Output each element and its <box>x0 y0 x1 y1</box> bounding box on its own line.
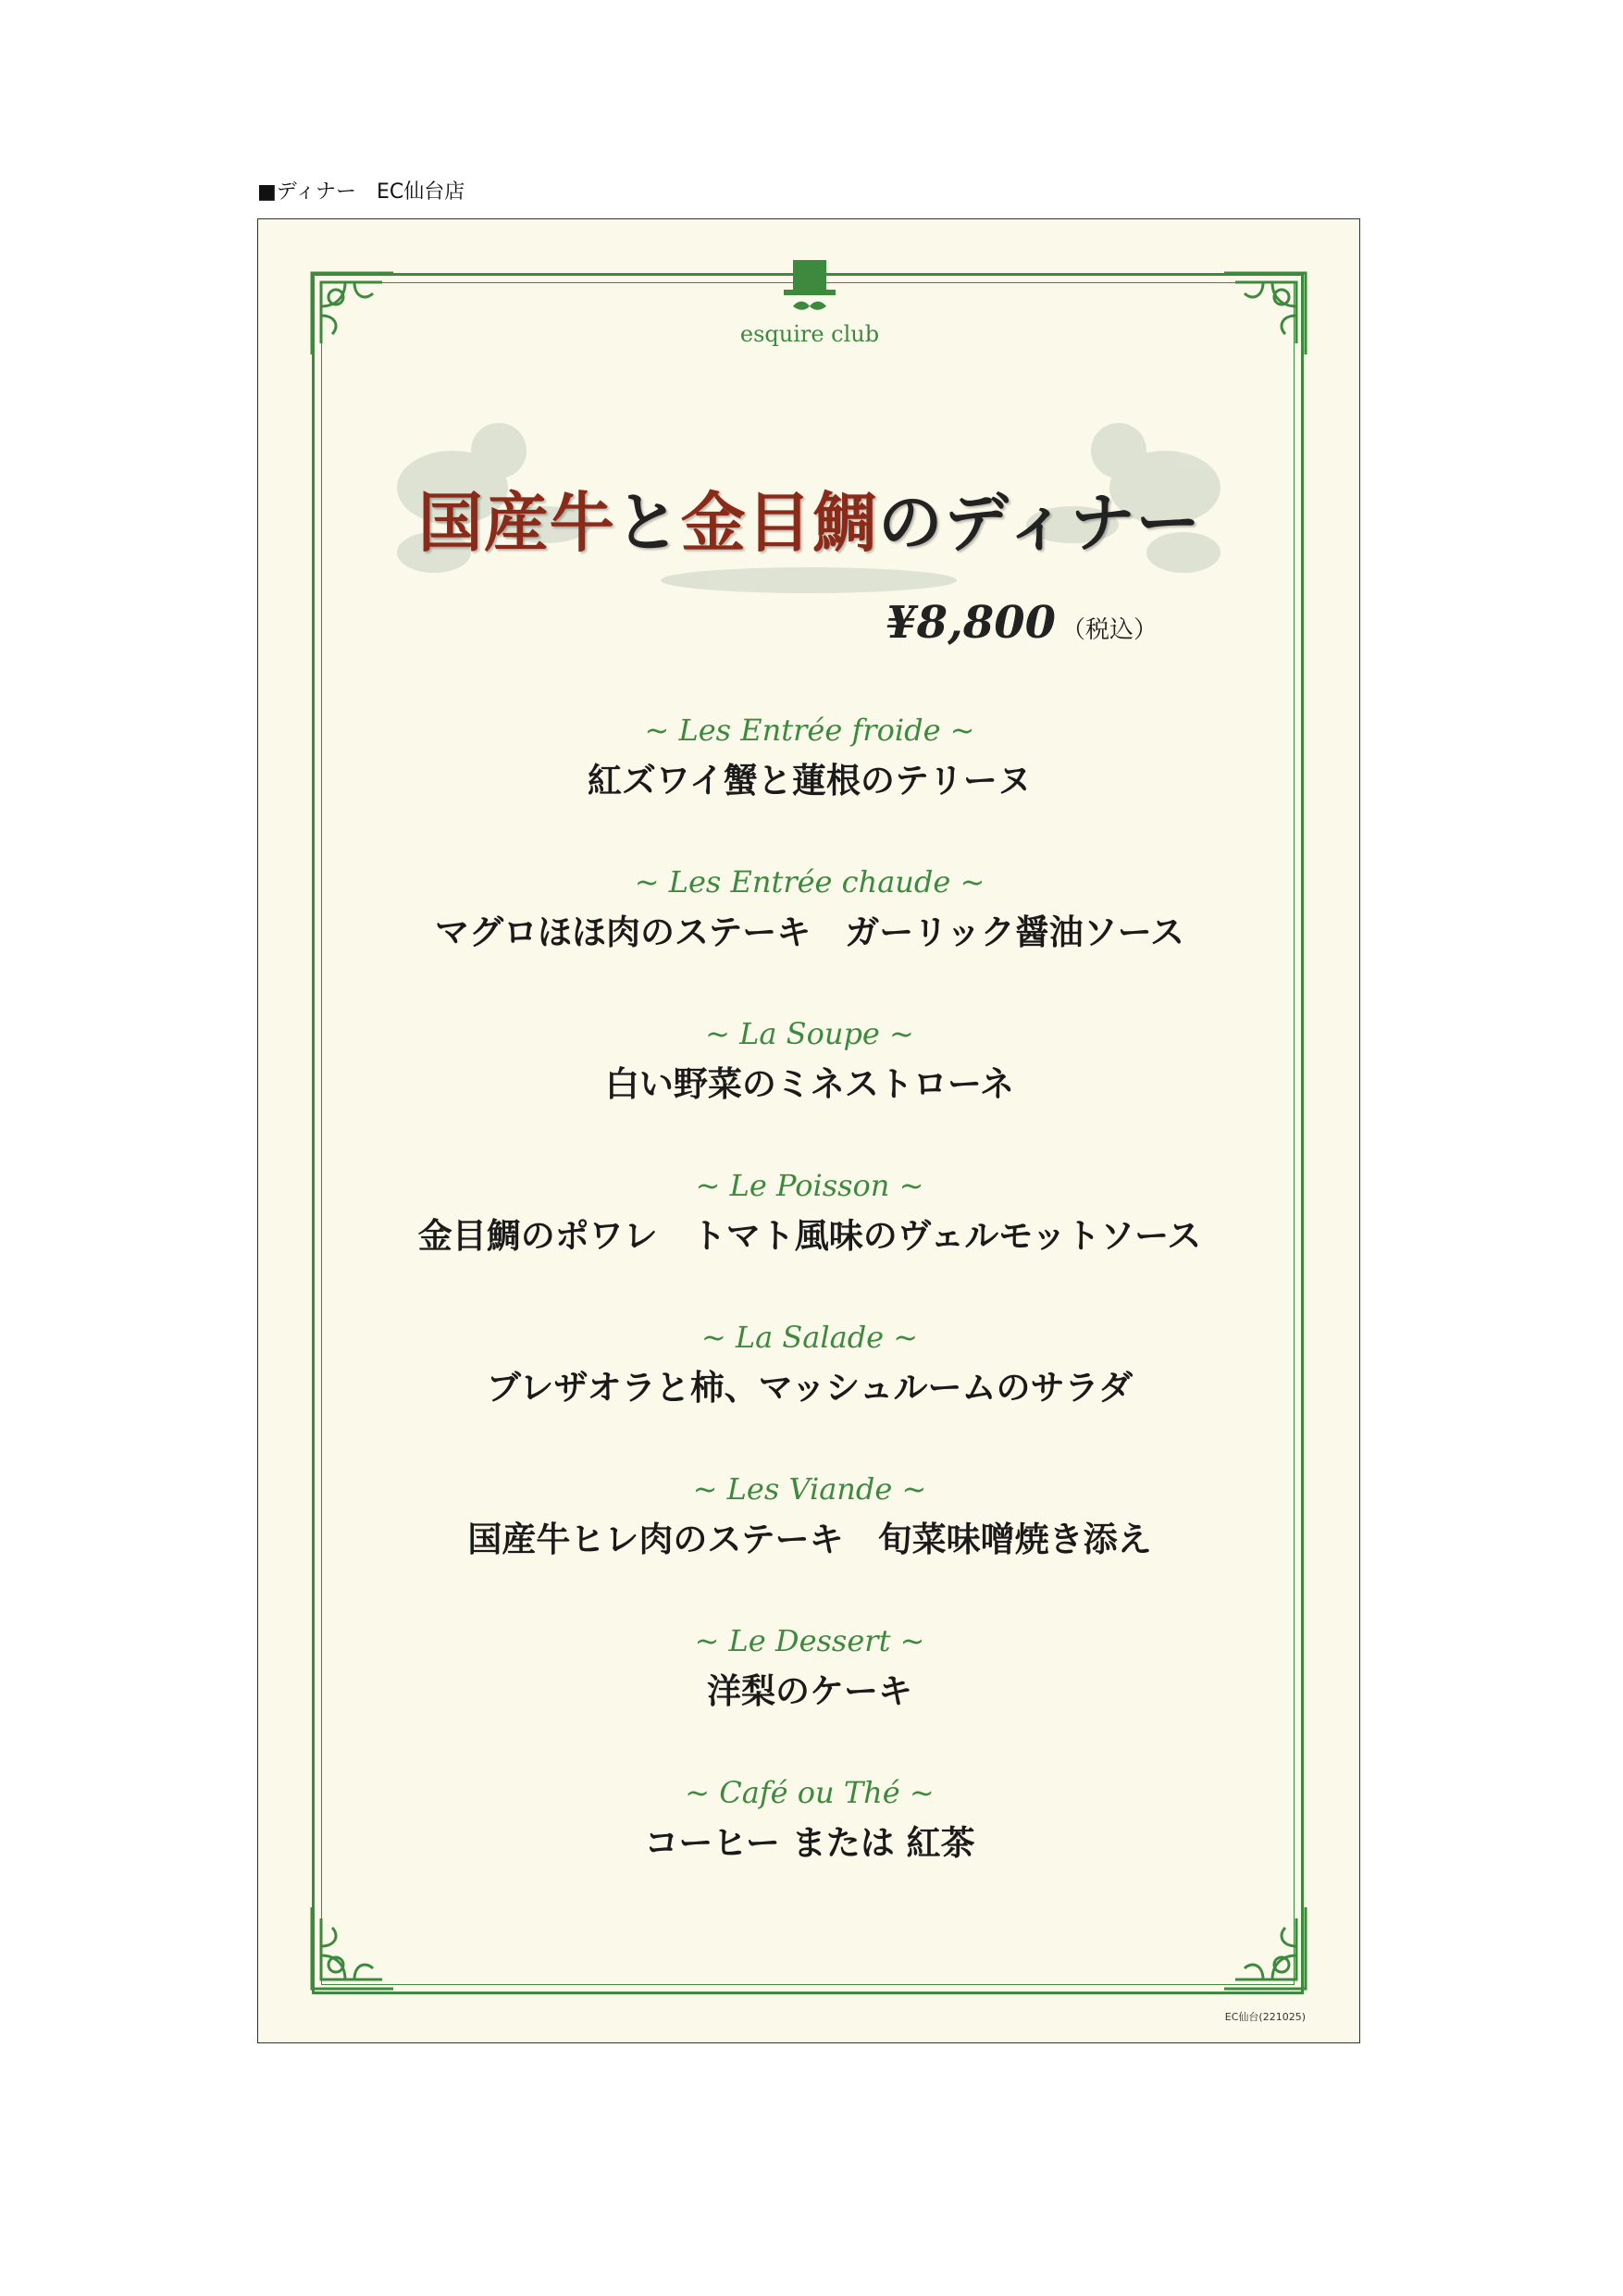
logo-brand-text: esquire club <box>739 321 880 347</box>
course-item <box>258 1317 1361 1469</box>
course-dish-jp: 紅ズワイ蟹と蓮根のテリーヌ <box>588 760 1032 800</box>
esquire-club-logo <box>732 256 887 358</box>
corner-flourish-icon <box>308 269 397 358</box>
document-code: EC仙台(221025) <box>1224 2011 1306 2023</box>
course-item <box>258 1013 1361 1165</box>
price <box>886 597 1158 649</box>
course-dish-jp: 国産牛ヒレ肉のステーキ 旬菜味噌焼き添え <box>467 1519 1152 1559</box>
course-item <box>258 710 1361 862</box>
course-item <box>258 1165 1361 1317</box>
course-name-fr: ~ Les Entrée chaude ~ <box>634 864 985 900</box>
price-amount: ¥8,800 <box>886 597 1056 649</box>
course-name-fr: ~ Les Entrée froide ~ <box>644 713 975 748</box>
course-name-fr: ~ La Soupe ~ <box>705 1016 914 1051</box>
course-name-fr: ~ La Salade ~ <box>700 1320 919 1355</box>
course-dish-jp: ブレザオラと柿、マッシュルームのサラダ <box>486 1367 1134 1408</box>
course-item <box>258 1620 1361 1772</box>
course-name-fr: ~ Les Viande ~ <box>692 1471 927 1507</box>
course-name-fr: ~ Le Dessert ~ <box>694 1623 925 1658</box>
title-part-dinner: のディナー <box>877 484 1202 561</box>
title-part-and: と <box>614 484 681 561</box>
course-dish-jp: マグロほほ肉のステーキ ガーリック醤油ソース <box>435 912 1184 952</box>
course-name-fr: ~ Café ou Thé ~ <box>685 1775 935 1810</box>
course-dish-jp: コーヒー または 紅茶 <box>644 1822 975 1863</box>
document-label: ■ディナー EC仙台店 <box>257 180 465 204</box>
page-title <box>258 471 1361 565</box>
menu-card <box>257 218 1360 2043</box>
course-dish-jp: 洋梨のケーキ <box>707 1670 912 1711</box>
title-part-beef: 国産牛 <box>417 484 615 561</box>
course-list <box>258 710 1361 1924</box>
course-item <box>258 862 1361 1013</box>
top-hat-icon <box>732 256 887 321</box>
course-dish-jp: 白い野菜のミネストローネ <box>604 1063 1015 1104</box>
course-name-fr: ~ Le Poisson ~ <box>695 1168 924 1203</box>
corner-flourish-icon <box>1220 269 1309 358</box>
course-item <box>258 1772 1361 1924</box>
price-tax-note: （税込） <box>1060 616 1158 644</box>
title-part-fish: 金目鯛 <box>680 484 878 561</box>
course-dish-jp: 金目鯛のポワレ トマト風味のヴェルモットソース <box>417 1215 1202 1256</box>
course-item <box>258 1469 1361 1620</box>
